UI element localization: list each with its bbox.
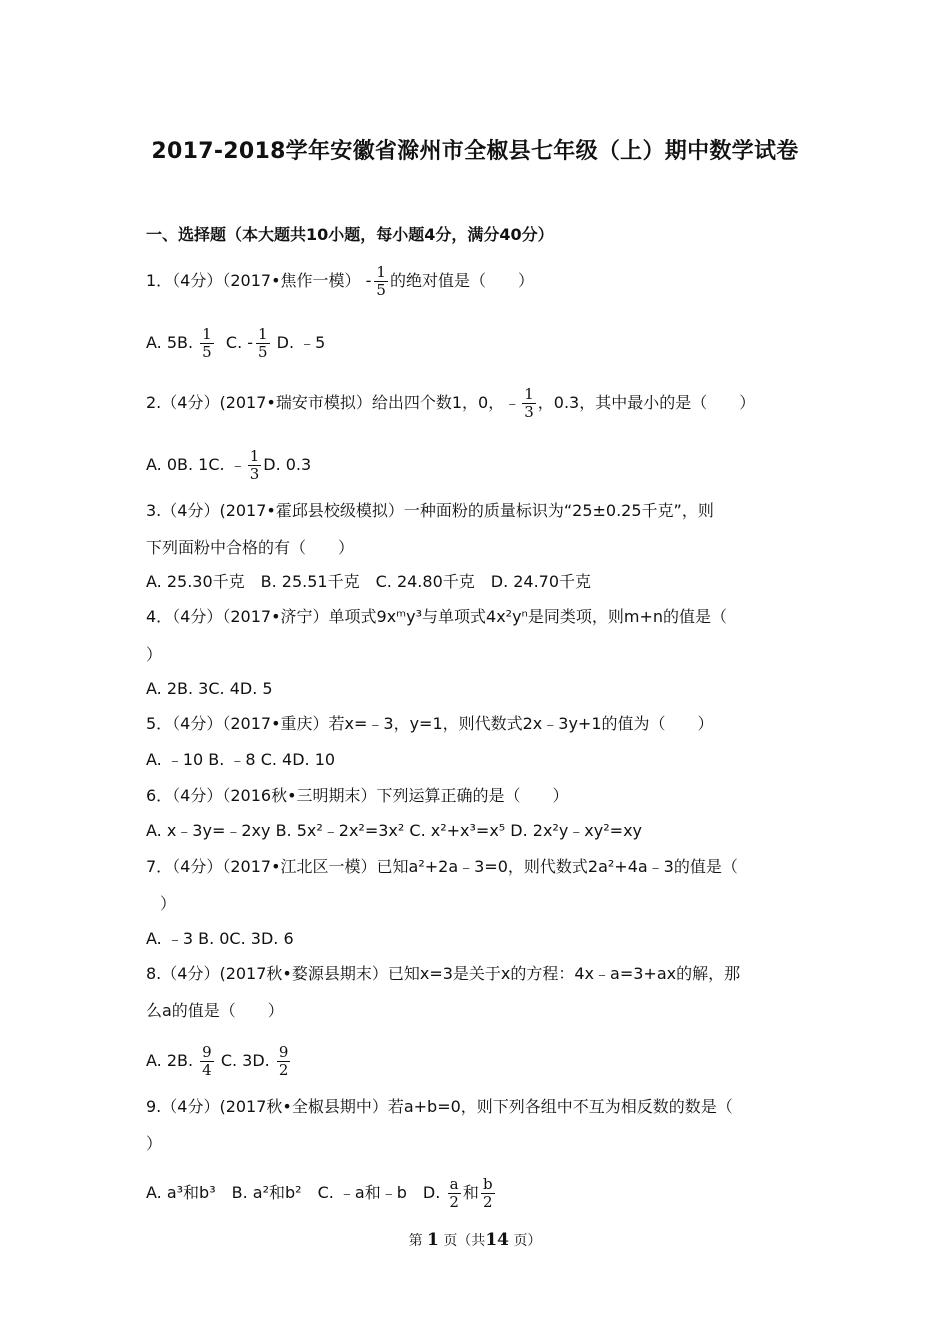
question-1: 1．（4分）（2017•焦作一模） - $\frac{1}{5}$ 的绝对值是（ ） <box>146 263 534 299</box>
fraction: $\frac{1}{3}$ <box>524 385 534 421</box>
page-footer: 第 1 页（共14 页） <box>408 1230 542 1250</box>
question-9-options: A. a³和b³ B. a²和b² C. ﹣a和﹣b D. $\frac{a}{2}$ 和 $\frac{b}{2}$ <box>146 1175 493 1211</box>
question-9-line1: 9.（4分）(2017秋•全椒县期中）若a+b=0，则下列各组中不互为相反数的数是（ <box>146 1097 733 1116</box>
question-1-options: A. 5B. $\frac{1}{5}$ C. - $\frac{1}{5}$ D. ﹣5 <box>146 325 326 361</box>
question-8-line1: 8.（4分）(2017秋•婺源县期末）已知x=3是关于x的方程：4x﹣a=3+ax的解，那 <box>146 964 741 983</box>
fraction: $\frac{a}{2}$ <box>449 1175 459 1211</box>
question-3-options: A. 25.30千克 B. 25.51千克 C. 24.80千克 D. 24.70千克 <box>146 572 592 591</box>
question-7-line2: ） <box>160 894 177 913</box>
fraction: $\frac{1}{5}$ <box>202 325 212 361</box>
section-heading: 一、选择题（本大题共10小题，每小题4分，满分40分） <box>146 225 554 244</box>
question-8-options: A. 2B. $\frac{9}{4}$ C. 3D. $\frac{9}{2}$ <box>146 1043 289 1079</box>
question-3-line2: 下列面粉中合格的有（ ） <box>146 538 355 557</box>
question-4-options: A. 2B. 3C. 4D. 5 <box>146 679 273 698</box>
fraction: $\frac{1}{3}$ <box>249 447 260 483</box>
fraction: $\frac{9}{4}$ <box>202 1043 212 1079</box>
question-6: 6．（4分）（2016秋•三明期末）下列运算正确的是（ ） <box>146 786 569 805</box>
question-7-options: A. ﹣3 B. 0C. 3D. 6 <box>146 929 294 948</box>
page-total: 14 <box>485 1230 509 1250</box>
fraction: $\frac{9}{2}$ <box>278 1043 289 1079</box>
question-3-line1: 3.（4分）(2017•霍邱县校级模拟）一种面粉的质量标识为“25±0.25千克”，则 <box>146 501 714 520</box>
question-9-line2: ） <box>146 1134 163 1153</box>
question-6-options: A. x﹣3y=﹣2xy B. 5x²﹣2x²=3x² C. x²+x³=x⁵ D. 2x²y﹣xy²=xy <box>146 821 643 840</box>
page-title: 2017-2018学年安徽省滁州市全椒县七年级（上）期中数学试卷 <box>151 139 799 164</box>
question-4-line2: ） <box>146 645 163 664</box>
fraction: $\frac{1}{5}$ <box>258 325 268 361</box>
question-4-line1: 4．（4分）（2017•济宁）单项式9xᵐy³与单项式4x²yⁿ是同类项，则m+n的值是（ <box>146 607 728 626</box>
fraction: $\frac{b}{2}$ <box>482 1175 493 1211</box>
page-number: 1 <box>427 1230 439 1250</box>
question-8-line2: 么a的值是（ ） <box>146 1001 284 1020</box>
question-5-options: A. ﹣10 B. ﹣8 C. 4D. 10 <box>146 750 336 769</box>
question-7-line1: 7．（4分）（2017•江北区一模）已知a²+2a﹣3=0，则代数式2a²+4a﹣3的值是（ <box>146 857 738 876</box>
question-5: 5．（4分）（2017•重庆）若x=﹣3，y=1，则代数式2x﹣3y+1的值为（ ） <box>146 714 714 733</box>
fraction: $\frac{1}{5}$ <box>376 263 386 299</box>
question-2-options: A. 0B. 1C. ﹣ $\frac{1}{3}$ D. 0.3 <box>146 447 312 483</box>
question-2: 2.（4分）(2017•瑞安市模拟）给出四个数1，0，﹣ $\frac{1}{3}$ ，0.3，其中最小的是（ ） <box>146 385 756 421</box>
